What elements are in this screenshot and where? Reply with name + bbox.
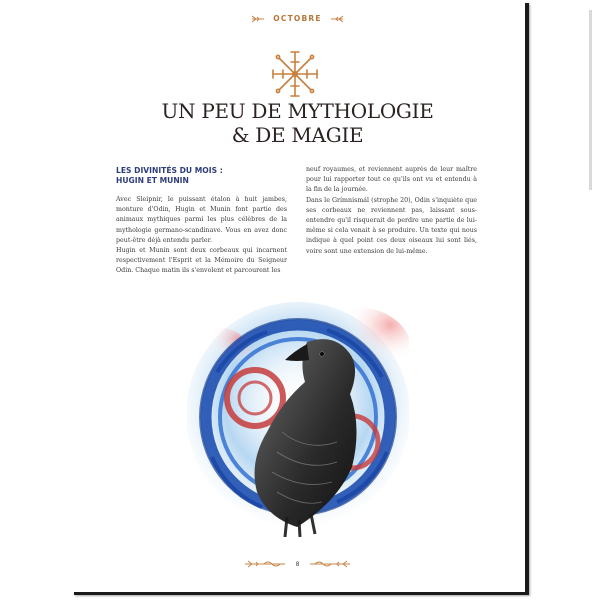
footer-ornament-left-icon <box>244 560 286 568</box>
paragraph: Avec Sleipnir, le puissant étalon à huit jambes, monture d'Odin, Hugin et Munin font partie des animaux mythiques parmi les plus célèbres de la mythologie germano-scandinave. Vous en avez donc peut-être déjà entendu parler. <box>116 196 287 244</box>
page-number: 8 <box>295 560 300 568</box>
ornament-left-icon <box>251 15 265 23</box>
paragraph: Hugin et Munin sont deux corbeaux qui incarnent respectivement l'Esprit et la Mémoire du Seigneur Odin. Chaque matin ils s'envolent et parcourent les <box>116 247 287 275</box>
ornament-right-icon <box>330 15 344 23</box>
raven-illustration <box>187 302 409 537</box>
section-heading-line1: LES DIVINITÉS DU MOIS : <box>116 166 223 175</box>
paragraph: neuf royaumes, et reviennent auprès de leur maître pour lui rapporter tout ce qu'ils ont vu et entendu à la fin de la journée. <box>306 166 477 194</box>
page-title-line2: & DE MAGIE <box>231 123 364 147</box>
sun-rune-emblem-icon <box>269 48 321 100</box>
paragraph: Dans le Grímnismál (strophe 20), Odin s'inquiète que ses corbeaux ne reviennent pas, laissant sous-entendre qu'il risquerait de perdre une partie de lui-même si cela venait à se produire. Un texte qui nous indique à quel point ces deux oiseaux lui sont liés, voire sont une extension de lui-même. <box>306 196 477 255</box>
page-footer <box>70 560 525 568</box>
section-heading-line2: HUGIN ET MUNIN <box>116 176 189 185</box>
footer-ornament-right-icon <box>309 560 351 568</box>
page-title <box>70 99 525 147</box>
section-heading <box>116 166 296 186</box>
book-page <box>70 0 525 592</box>
text-column-right <box>306 165 477 257</box>
month-label: OCTOBRE <box>273 14 322 23</box>
page-header <box>70 14 525 23</box>
page-title-line1: UN PEU DE MYTHOLOGIE <box>161 99 434 123</box>
text-column-left <box>116 195 287 277</box>
scrollbar[interactable] <box>589 10 592 190</box>
